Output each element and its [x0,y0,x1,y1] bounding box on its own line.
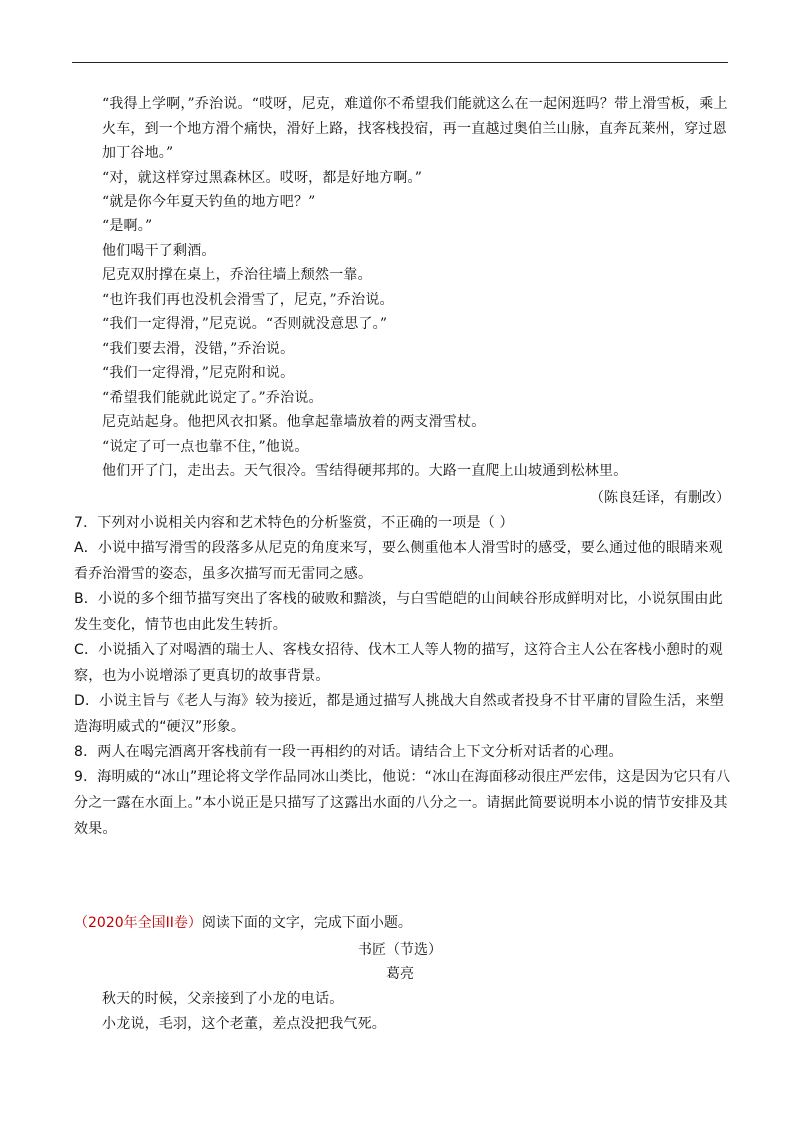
question-7-stem: 7．下列对小说相关内容和艺术特色的分析鉴赏，不正确的一项是（ ） [74,515,514,531]
story-paragraph-4: “是啊。” [102,218,153,234]
story-paragraph-1 [102,92,732,166]
question-8: 8．两人在喝完酒离开客栈前有一段一再相约的对话。请结合上下文分析对话者的心理。 [74,744,623,760]
header-rule [72,62,728,63]
story-paragraph-10: “我们一定得滑，”尼克附和说。 [102,365,295,381]
question-7-option-a: A．小说中描写滑雪的段落多从尼克的角度来写，要么侧重他本人滑雪时的感受，要么通过他的眼睛来观看乔治滑雪的姿态，虽多次描写而无雷同之感。 [74,540,723,582]
story-paragraph-8: “我们一定得滑，”尼克说。“否则就没意思了。” [102,316,388,332]
story-paragraph-9: “我们要去滑，没错，”乔治说。 [102,341,295,357]
story-paragraph-11: “希望我们能就此说定了。”乔治说。 [102,390,323,406]
question-9: 9．海明威的“冰山”理论将文学作品同冰山类比，他说：“冰山在海面移动很庄严宏伟，这是因为它只有八分之一露在水面上。”本小说正是只描写了这露出水面的八分之一。请据此简要说明本小说的情节安排及其效果。 [74,769,731,837]
story-paragraph-2: “对，就这样穿过黑森林区。哎呀，都是好地方啊。” [102,170,423,186]
reading-instruction: 阅读下面的文字，完成下面小题。 [201,915,412,931]
translator-note: （陈良廷译，有删改） [590,490,730,506]
story-paragraph-14: 他们开了门，走出去。天气很冷。雪结得硬邦邦的。大路一直爬上山坡通到松林里。 [102,463,628,479]
passage-author: 葛亮 [386,966,414,982]
passage-line-2: 小龙说，毛羽，这个老董，差点没把我气死。 [102,1016,386,1032]
story-paragraph-13: “说定了可一点也靠不住，”他说。 [102,439,309,455]
question-7-option-c: C．小说插入了对喝酒的瑞士人、客栈女招待、伐木工人等人物的描写，这符合主人公在客栈小憩时的观察，也为小说增添了更真切的故事背景。 [74,642,723,684]
exam-source-tag: （2020年全国II卷） [74,915,202,931]
question-7-option-d: D．小说主旨与《老人与海》较为接近，都是通过描写人挑战大自然或者投身不甘平庸的冒险生活，来塑造海明威式的“硬汉”形象。 [74,693,724,735]
story-paragraph-12: 尼克站起身。他把风衣扣紧。他拿起靠墙放着的两支滑雪杖。 [102,414,486,430]
story-paragraph-6: 尼克双肘撑在桌上，乔治往墙上颓然一靠。 [102,267,372,283]
story-paragraph-5: 他们喝干了剩酒。 [102,243,216,259]
question-7-option-b: B．小说的多个细节描写突出了客栈的破败和黯淡，与白雪皑皑的山间峡谷形成鲜明对比，小说氛围由此发生变化，情节也由此发生转折。 [74,591,723,633]
story-line-1: “我得上学啊，”乔治说。“哎呀，尼克，难道你不希望我们能就这么在一起闲逛吗？带上滑雪板，乘上火车，到一个地方滑个痛快，滑好上路，找客栈投宿，再一直越过奥伯兰山脉，直奔瓦莱州，穿过恩加丁谷地。” [102,96,728,161]
story-paragraph-3: “就是你今年夏天钓鱼的地方吧？” [102,194,316,210]
story-paragraph-7: “也许我们再也没机会滑雪了，尼克，”乔治说。 [102,292,394,308]
next-passage-intro [74,911,412,935]
passage-title: 书匠（节选） [358,942,442,958]
passage-line-1: 秋天的时候，父亲接到了小龙的电话。 [102,991,344,1007]
